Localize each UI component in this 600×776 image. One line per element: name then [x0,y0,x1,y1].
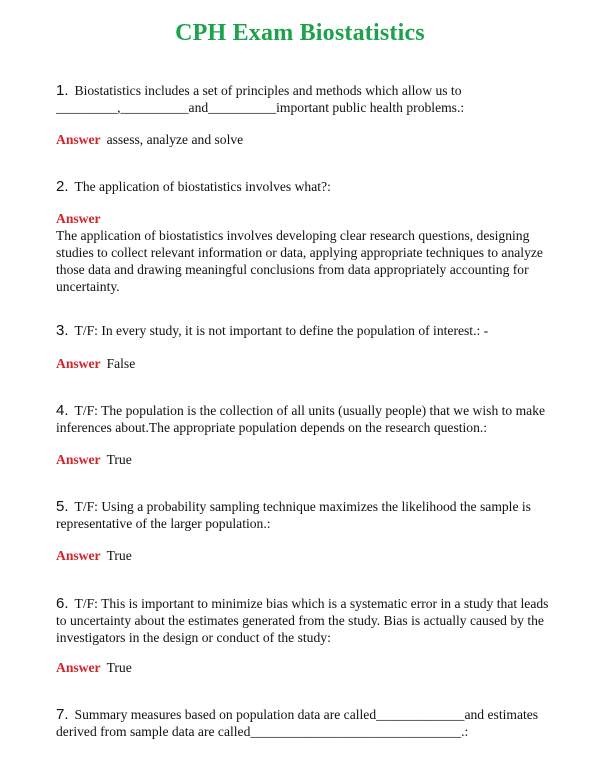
answer-label: Answer [56,132,101,147]
answer-text: True [106,660,132,675]
answer-label: Answer [56,211,101,226]
question-text: The application of biostatistics involves what?: [74,179,331,194]
answer-6 [56,659,556,676]
answer-label: Answer [56,548,101,563]
question-number: 4. [56,402,69,419]
question-text: Summary measures based on population data are called_____________and estimates derived from sample data are called_______________________________.: [56,707,539,739]
question-text: T/F: This is important to minimize bias which is a systematic error in a study that leads to uncertainty about the estimates generated from the study. Bias is actually caused by the investigators in the design or conduct of the study: [56,596,549,645]
answer-4 [56,451,556,468]
question-1 [56,82,556,116]
answer-text: True [106,452,132,467]
question-6 [56,595,556,646]
question-text: Biostatistics includes a set of principles and methods which allow us to _________,__________and__________important public health problems.: [56,83,465,115]
answer-text: The application of biostatistics involves developing clear research questions, designing studies to collect relevant information or data, applying appropriate techniques to analyze those data and drawing meaningful conclusions from data appropriately accounting for uncertainty. [56,228,543,294]
question-number: 5. [56,498,69,515]
question-text: T/F: In every study, it is not important to define the population of interest.: - [74,323,489,338]
answer-text: True [106,548,132,563]
answer-text: assess, analyze and solve [106,132,244,147]
question-5 [56,498,556,532]
question-number: 1. [56,82,69,99]
answer-label: Answer [56,660,101,675]
question-3 [56,322,556,339]
answer-text: False [106,356,136,371]
question-4 [56,402,556,436]
answer-5 [56,547,556,564]
answer-1 [56,131,556,148]
question-number: 6. [56,595,69,612]
question-text: T/F: Using a probability sampling technique maximizes the likelihood the sample is representative of the larger population.: [56,499,531,531]
question-number: 7. [56,706,69,723]
question-7 [56,706,556,740]
answer-label: Answer [56,452,101,467]
question-number: 3. [56,322,69,339]
question-2 [56,178,556,195]
question-number: 2. [56,178,69,195]
answer-2 [56,210,556,295]
question-text: T/F: The population is the collection of all units (usually people) that we wish to make inferences about.The appropriate population depends on the research question.: [56,403,546,435]
answer-3 [56,355,556,372]
page-title: CPH Exam Biostatistics [175,20,425,46]
answer-label: Answer [56,356,101,371]
